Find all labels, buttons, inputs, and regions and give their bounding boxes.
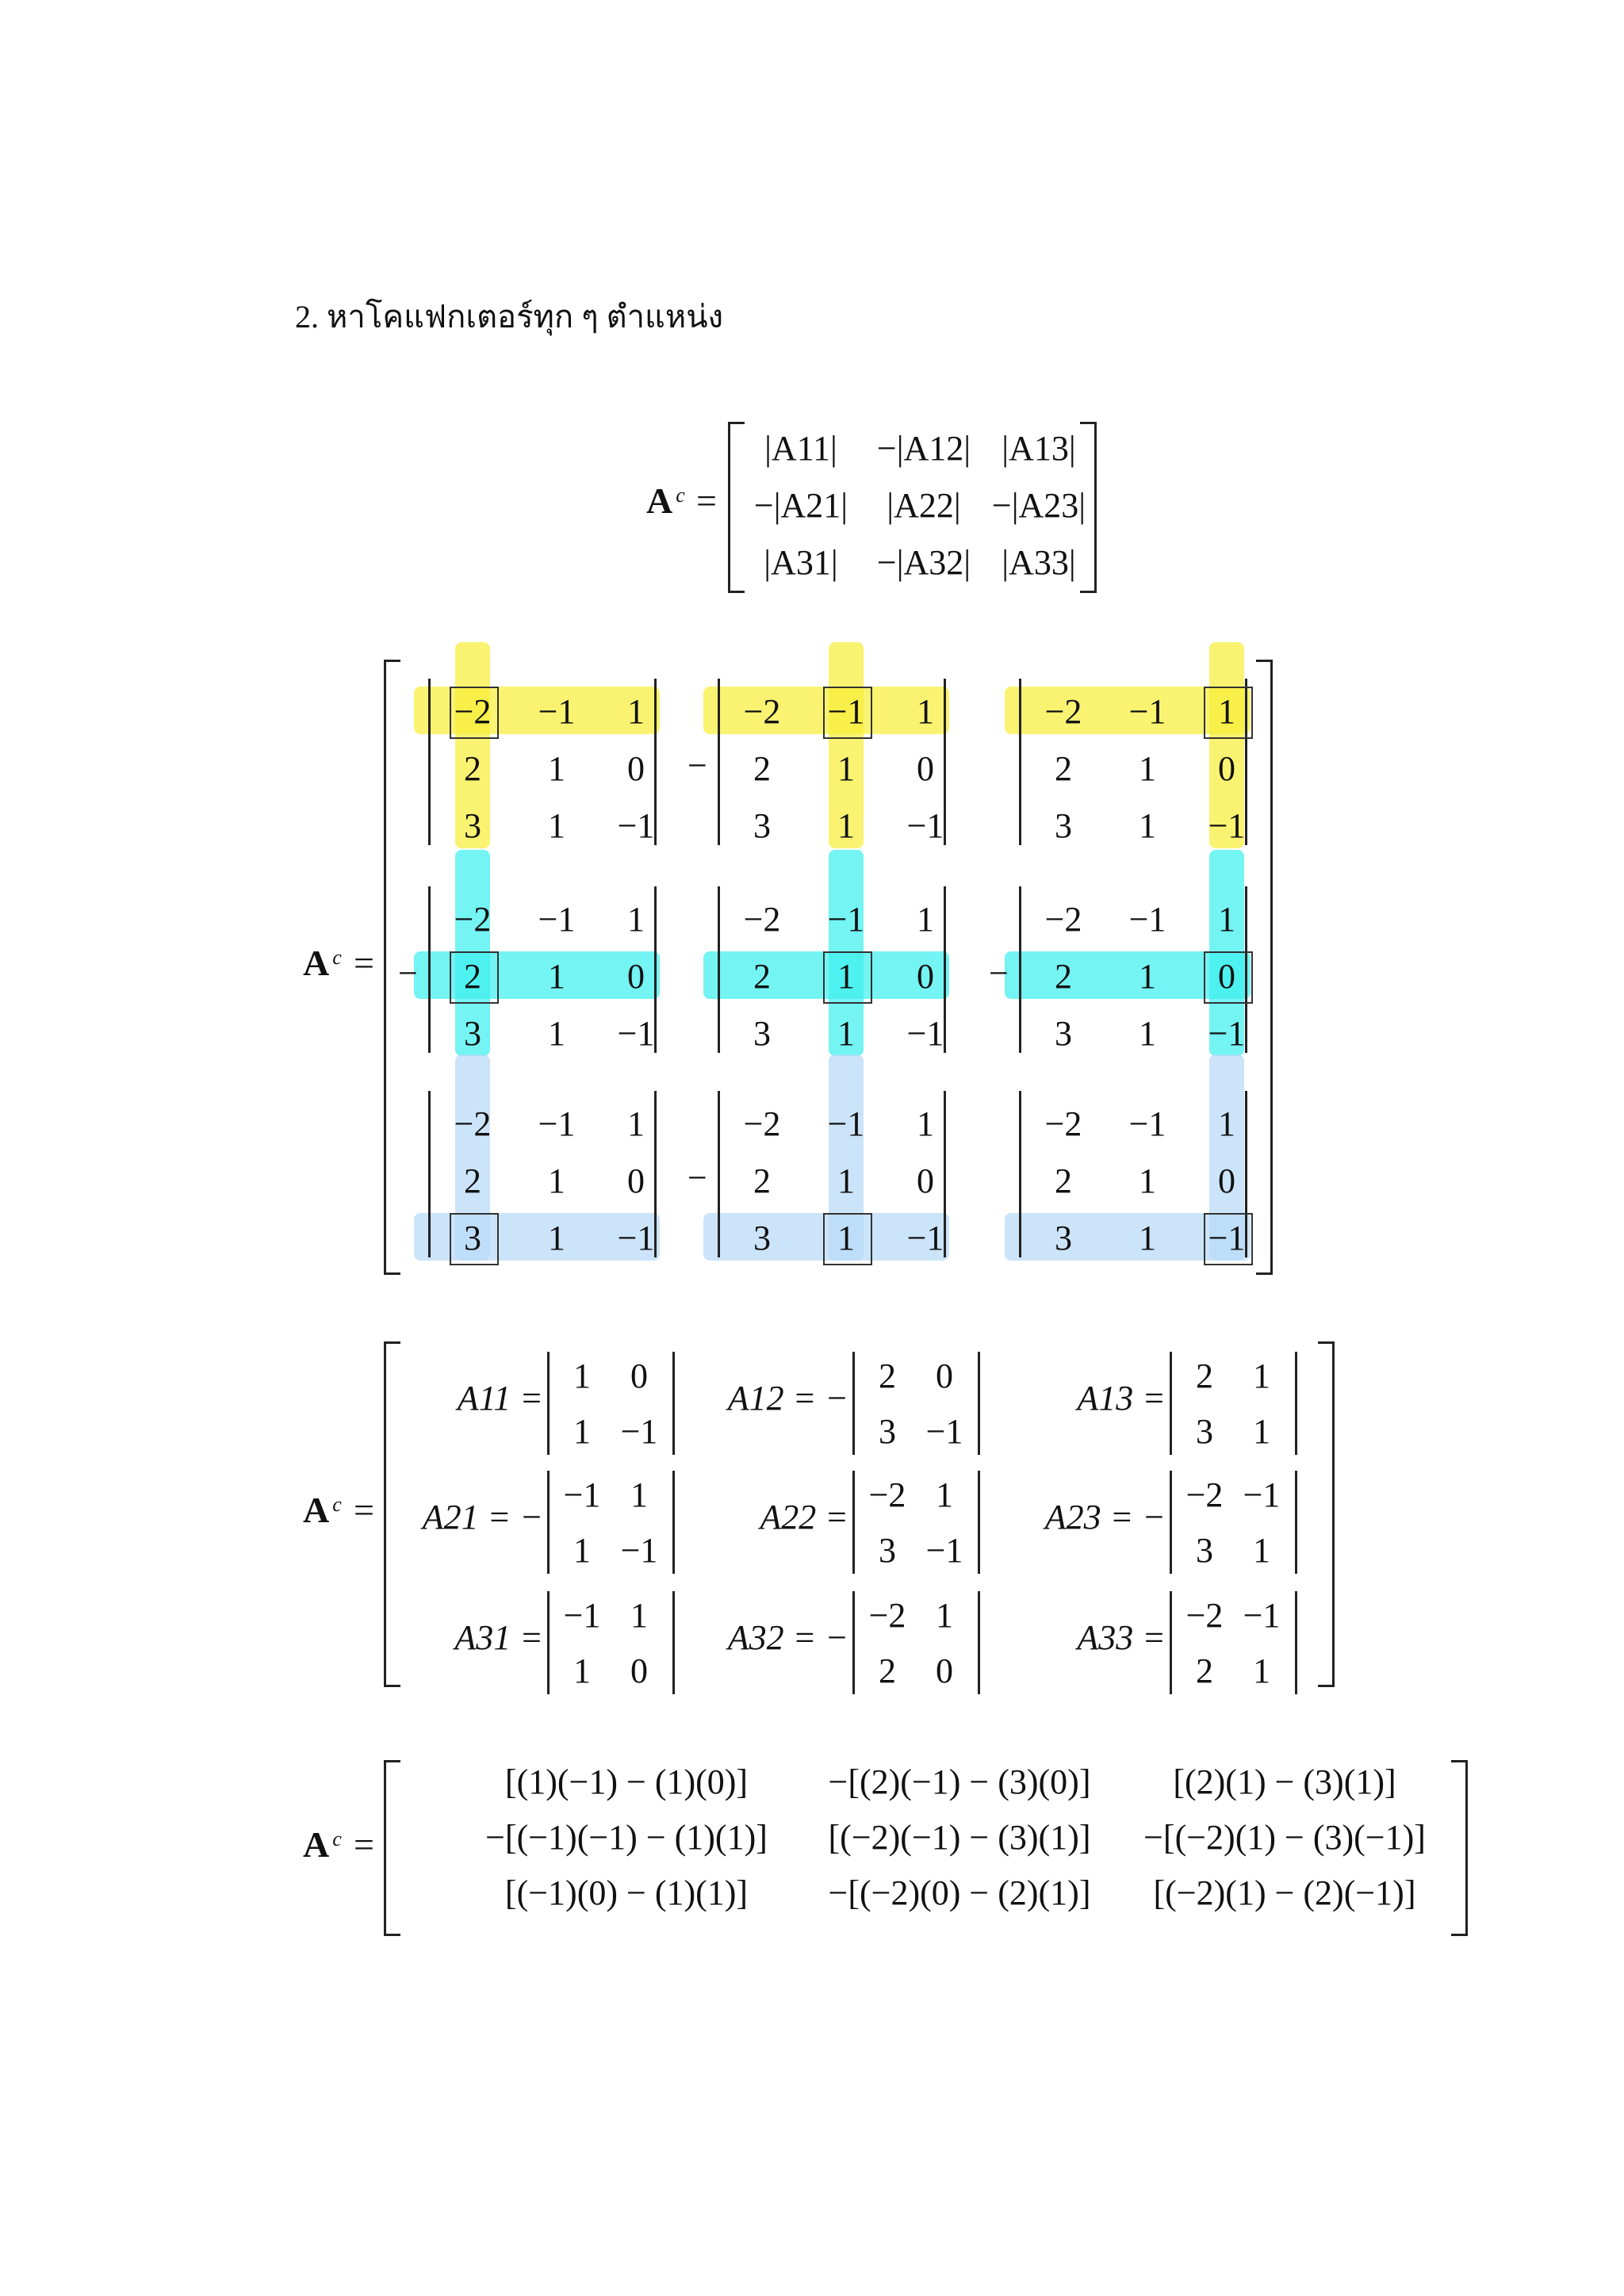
det-entry-13-23: 0 [1218,749,1235,788]
det-entry-21-22: 1 [548,957,565,996]
det-entry-33-22: 1 [1139,1161,1156,1200]
minor-entry-23-11: −2 [1185,1475,1224,1514]
det-entry-11-21: 2 [464,749,481,788]
det-entry-11-31: 3 [464,806,481,845]
minor-bar-right-21 [672,1471,675,1574]
det-entry-22-32: 1 [837,1014,855,1053]
det-bar-left-23 [1019,886,1021,1053]
bracket-right-4 [1451,1760,1468,1936]
det-entry-32-33: −1 [906,1219,944,1257]
det-entry-11-11: −2 [454,692,492,731]
pivot-box-13 [1204,687,1253,739]
det-entry-31-23: 0 [627,1161,645,1200]
det-entry-13-11: −2 [1044,692,1082,731]
bracket-left-3 [384,1341,400,1687]
det-entry-11-22: 1 [548,749,565,788]
minor-label-33: A33 = [1077,1618,1166,1657]
det-entry-33-13: 1 [1218,1104,1235,1143]
cofactor-entry-23: −|A23| [991,486,1086,525]
expansion-33: [(−2)(1) − (2)(−1)] [1153,1873,1416,1912]
det-entry-22-21: 2 [753,957,771,996]
det-entry-32-31: 3 [753,1219,771,1257]
equals-2: = [354,943,374,983]
minor-label-21: A21 = − [422,1498,543,1536]
det-sign-21: − [398,954,418,993]
expansion-11: [(1)(−1) − (1)(0)] [504,1762,749,1801]
minor-entry-12-11: 2 [879,1357,896,1395]
expansion-32: −[(−2)(0) − (2)(1)] [828,1873,1091,1912]
ac-label-3: A $^c$ [303,1490,342,1530]
equals-3: = [354,1490,374,1530]
pivot-box-12 [823,687,872,739]
det-entry-11-13: 1 [627,692,645,731]
minor-bar-left-21 [547,1471,550,1574]
cofactor-entry-33: |A33| [1002,543,1076,582]
det-entry-33-11: −2 [1044,1104,1082,1143]
cofactor-entry-22: |A22| [887,486,961,525]
minor-entry-22-22: −1 [925,1531,963,1570]
minor-entry-32-21: 2 [879,1651,896,1690]
det-entry-23-33: −1 [1208,1014,1246,1053]
det-entry-22-23: 0 [917,957,934,996]
minor-entry-31-22: 0 [630,1651,648,1690]
det-entry-32-22: 1 [837,1161,855,1200]
det-entry-32-23: 0 [917,1161,934,1200]
minor-bar-left-31 [547,1591,550,1694]
minor-bar-left-11 [547,1352,550,1455]
pivot-box-33 [1204,1213,1253,1265]
minor-label-13: A13 = [1077,1379,1166,1418]
det-entry-12-11: −2 [743,692,781,731]
det-entry-21-33: −1 [617,1014,655,1053]
expansion-31: [(−1)(0) − (1)(1)] [504,1873,749,1912]
equals-1: = [696,480,717,521]
det-entry-23-21: 2 [1055,957,1072,996]
minor-entry-13-12: 1 [1253,1357,1270,1395]
det-entry-33-33: −1 [1208,1219,1246,1257]
det-entry-31-22: 1 [548,1161,565,1200]
det-entry-13-12: −1 [1128,692,1166,731]
det-sign-12: − [688,746,707,785]
minor-entry-33-11: −2 [1185,1596,1224,1635]
minor-entry-23-21: 3 [1196,1531,1213,1570]
minor-entry-12-22: −1 [925,1412,963,1451]
det-bar-left-21 [428,886,431,1053]
det-entry-21-21: 2 [464,957,481,996]
minor-entry-23-22: 1 [1253,1531,1270,1570]
det-entry-12-21: 2 [753,749,771,788]
minor-label-12: A12 = − [727,1379,848,1418]
det-entry-21-23: 0 [627,957,645,996]
minor-bar-right-22 [978,1471,980,1574]
det-entry-32-11: −2 [743,1104,781,1143]
det-bar-left-32 [718,1091,720,1257]
minor-entry-21-22: −1 [620,1531,658,1570]
minor-bar-right-12 [978,1352,980,1455]
minor-entry-32-11: −2 [868,1596,906,1635]
minor-bar-right-23 [1295,1471,1297,1574]
det-entry-11-32: 1 [548,806,565,845]
det-entry-33-23: 0 [1218,1161,1235,1200]
det-entry-11-23: 0 [627,749,645,788]
det-entry-21-11: −2 [454,900,492,939]
minor-bar-right-13 [1295,1352,1297,1455]
minor-entry-23-12: −1 [1243,1475,1281,1514]
minor-entry-13-22: 1 [1253,1412,1270,1451]
minor-entry-33-12: −1 [1243,1596,1281,1635]
det-entry-12-31: 3 [753,806,771,845]
det-entry-12-32: 1 [837,806,855,845]
det-entry-32-32: 1 [837,1219,855,1257]
pivot-box-22 [823,951,872,1004]
equals-4: = [354,1824,374,1865]
cofactor-entry-13: |A13| [1002,429,1076,468]
minor-entry-32-12: 1 [936,1596,953,1635]
det-entry-11-12: −1 [538,692,576,731]
pivot-box-23 [1204,951,1253,1004]
det-entry-33-12: −1 [1128,1104,1166,1143]
minor-bar-left-32 [852,1591,855,1694]
det-entry-22-22: 1 [837,957,855,996]
det-entry-22-31: 3 [753,1014,771,1053]
minor-entry-11-12: 0 [630,1357,648,1395]
section-heading: 2. หาโคแฟกเตอร์ทุก ๆ ตำแหน่ง [295,299,724,335]
cofactor-entry-21: −|A21| [753,486,848,525]
minor-entry-13-11: 2 [1196,1357,1213,1395]
det-bar-left-12 [718,679,720,845]
minor-bar-right-31 [672,1591,675,1694]
pivot-box-11 [450,687,499,739]
det-entry-31-33: −1 [617,1219,655,1257]
expansion-13: [(2)(1) − (3)(1)] [1173,1762,1396,1801]
minor-bar-left-23 [1170,1471,1172,1574]
det-entry-22-11: −2 [743,900,781,939]
det-entry-33-31: 3 [1055,1219,1072,1257]
det-entry-12-13: 1 [917,692,934,731]
det-entry-13-31: 3 [1055,806,1072,845]
minor-label-22: A22 = [760,1498,848,1536]
det-entry-23-31: 3 [1055,1014,1072,1053]
cofactor-entry-12: −|A12| [876,429,971,468]
minor-bar-left-22 [852,1471,855,1574]
det-entry-31-31: 3 [464,1219,481,1257]
det-entry-21-13: 1 [627,900,645,939]
det-entry-23-11: −2 [1044,900,1082,939]
det-entry-13-21: 2 [1055,749,1072,788]
minor-entry-32-22: 0 [936,1651,953,1690]
det-bar-left-11 [428,679,431,845]
expansion-22: [(−2)(−1) − (3)(1)] [828,1818,1091,1857]
det-entry-31-21: 2 [464,1161,481,1200]
minor-label-23: A23 = − [1044,1498,1166,1536]
minor-entry-11-22: −1 [620,1412,658,1451]
pivot-box-21 [450,951,499,1004]
expansion-21: −[(−1)(−1) − (1)(1)] [485,1818,768,1857]
det-entry-31-13: 1 [627,1104,645,1143]
det-entry-21-31: 3 [464,1014,481,1053]
minor-entry-11-11: 1 [573,1357,591,1395]
minor-bar-left-12 [852,1352,855,1455]
expansion-12: −[(2)(−1) − (3)(0)] [828,1762,1091,1801]
minor-bar-left-13 [1170,1352,1172,1455]
bracket-left-4 [384,1760,400,1936]
det-sign-23: − [989,954,1009,993]
cofactor-entry-11: |A11| [764,429,837,468]
det-entry-13-33: −1 [1208,806,1246,845]
det-entry-32-12: −1 [827,1104,865,1143]
det-entry-12-23: 0 [917,749,934,788]
det-entry-12-33: −1 [906,806,944,845]
minor-entry-21-12: 1 [630,1475,648,1514]
minor-entry-33-21: 2 [1196,1651,1213,1690]
det-entry-13-13: 1 [1218,692,1235,731]
det-entry-23-23: 0 [1218,957,1235,996]
det-bar-left-33 [1019,1091,1021,1257]
det-entry-31-12: −1 [538,1104,576,1143]
ac-label-1: A $^c$ [646,480,685,521]
minor-entry-22-12: 1 [936,1475,953,1514]
minor-entry-31-12: 1 [630,1596,648,1635]
minor-entry-33-22: 1 [1253,1651,1270,1690]
det-entry-22-33: −1 [906,1014,944,1053]
det-entry-31-11: −2 [454,1104,492,1143]
minor-entry-12-12: 0 [936,1357,953,1395]
expansion-23: −[(−2)(1) − (3)(−1)] [1143,1818,1426,1857]
minor-entry-31-21: 1 [573,1651,591,1690]
pivot-box-31 [450,1213,499,1265]
det-entry-13-32: 1 [1139,806,1156,845]
minor-label-32: A32 = − [727,1618,848,1657]
cofactor-entry-32: −|A32| [876,543,971,582]
ac-label-4: A $^c$ [303,1824,342,1865]
minor-bar-left-33 [1170,1591,1172,1694]
det-entry-23-22: 1 [1139,957,1156,996]
det-bar-left-22 [718,886,720,1053]
det-sign-32: − [688,1158,707,1197]
det-entry-31-32: 1 [548,1219,565,1257]
minor-label-11: A11 = [457,1379,543,1418]
pivot-box-32 [823,1213,872,1265]
det-entry-11-33: −1 [617,806,655,845]
det-entry-12-22: 1 [837,749,855,788]
det-entry-33-32: 1 [1139,1219,1156,1257]
det-entry-23-13: 1 [1218,900,1235,939]
bracket-right-3 [1318,1341,1335,1687]
det-bar-left-31 [428,1091,431,1257]
det-entry-21-32: 1 [548,1014,565,1053]
minor-entry-21-11: −1 [563,1475,601,1514]
det-entry-23-32: 1 [1139,1014,1156,1053]
minor-bar-right-11 [672,1352,675,1455]
minor-entry-12-21: 3 [879,1412,896,1451]
minor-entry-22-11: −2 [868,1475,906,1514]
cofactor-entry-31: |A31| [764,543,838,582]
minor-entry-11-21: 1 [573,1412,591,1451]
det-entry-13-22: 1 [1139,749,1156,788]
minor-entry-21-21: 1 [573,1531,591,1570]
minor-label-31: A31 = [454,1618,543,1657]
minor-bar-right-32 [978,1591,980,1694]
det-entry-33-21: 2 [1055,1161,1072,1200]
det-bar-left-13 [1019,679,1021,845]
det-entry-32-13: 1 [917,1104,934,1143]
minor-bar-right-33 [1295,1591,1297,1694]
det-entry-32-21: 2 [753,1161,771,1200]
det-entry-22-13: 1 [917,900,934,939]
det-entry-21-12: −1 [538,900,576,939]
ac-label-2: A $^c$ [303,943,342,983]
minor-entry-22-21: 3 [879,1531,896,1570]
det-entry-12-12: −1 [827,692,865,731]
minor-entry-13-21: 3 [1196,1412,1213,1451]
det-entry-22-12: −1 [827,900,865,939]
det-entry-23-12: −1 [1128,900,1166,939]
minor-entry-31-11: −1 [563,1596,601,1635]
